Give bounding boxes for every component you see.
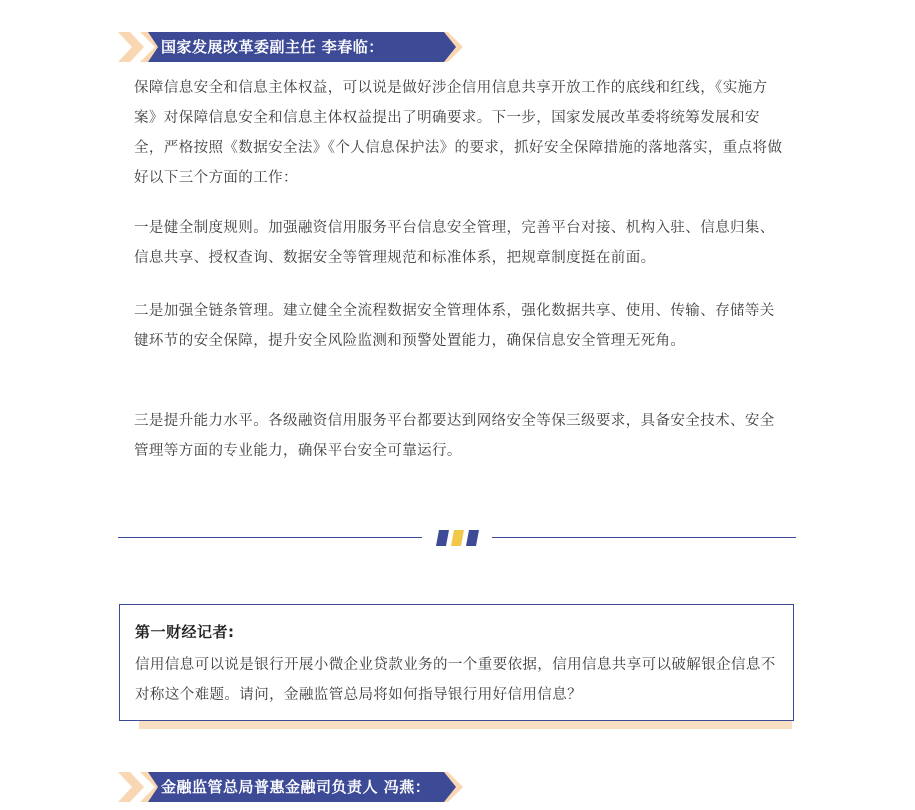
section-divider — [118, 526, 796, 550]
point-paragraph — [134, 213, 789, 273]
question-card-shadow — [139, 721, 792, 729]
speaker-title: 金融监管总局普惠金融司负责人 冯燕： — [161, 778, 431, 796]
divider-marks-icon — [436, 530, 480, 546]
question-card — [119, 604, 794, 721]
question-asker: 第一财经记者: — [135, 623, 235, 641]
divider-line-left — [118, 537, 422, 538]
point-text: 二是加强全链条管理。建立健全全流程数据安全管理体系，强化数据共享、使用、传输、存储等关键环节的安全保障，提升安全风险监测和预警处置能力，确保信息安全管理无死角。 — [134, 303, 775, 349]
intro-paragraph — [134, 73, 789, 193]
point-text: 三是提升能力水平。各级融资信用服务平台都要达到网络安全等保三级要求，具备安全技术、安全管理等方面的专业能力，确保平台安全可靠运行。 — [134, 413, 775, 459]
speaker-banner-vice-director — [118, 32, 463, 62]
point-paragraph — [134, 406, 789, 466]
divider-line-right — [492, 537, 796, 538]
point-text: 一是健全制度规则。加强融资信用服务平台信息安全管理，完善平台对接、机构入驻、信息归集、信息共享、授权查询、数据安全等管理规范和标准体系，把规章制度挺在前面。 — [134, 220, 775, 266]
intro-text: 保障信息安全和信息主体权益，可以说是做好涉企信用信息共享开放工作的底线和红线，《实施方案》对保障信息安全和信息主体权益提出了明确要求。下一步，国家发展改革委将统筹发展和安全，严格按照《数据安全法》《个人信息保护法》的要求，抓好安全保障措施的落地落实，重点将做好以下三个方面的工作： — [134, 80, 783, 186]
speaker-title: 国家发展改革委副主任 李春临： — [161, 38, 384, 56]
point-paragraph — [134, 296, 789, 356]
question-text: 信用信息可以说是银行开展小微企业贷款业务的一个重要依据，信用信息共享可以破解银企信息不对称这个难题。请问，金融监管总局将如何指导银行用好信用信息？ — [135, 657, 776, 703]
speaker-banner-regulator — [118, 772, 463, 802]
